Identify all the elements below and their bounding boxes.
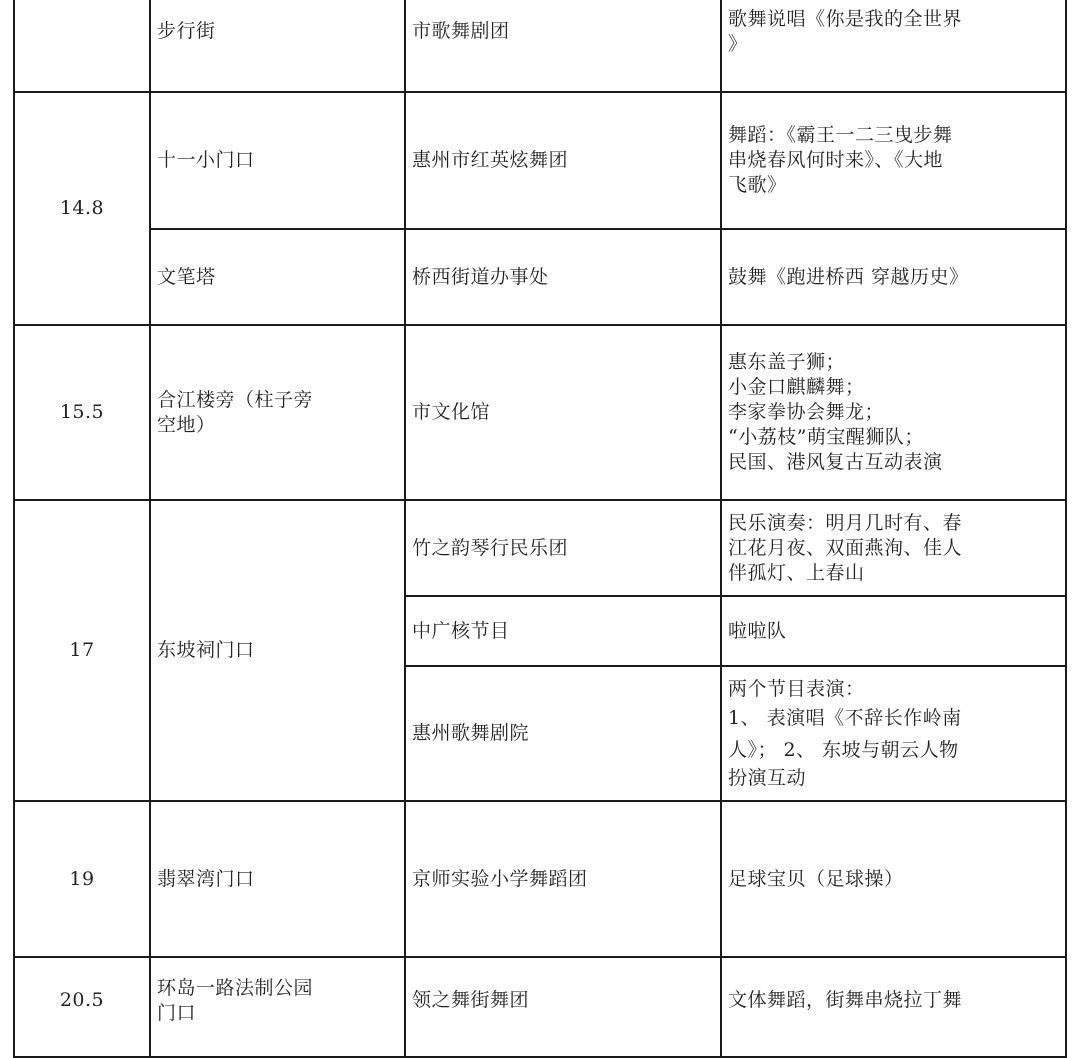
program-line: “小荔枝”萌宝醒狮队； — [728, 426, 924, 448]
troupe-cell: 竹之韵琴行民乐团 — [405, 500, 721, 596]
program-line: 》 — [728, 32, 748, 55]
program-line: 李家拳协会舞龙； — [728, 401, 885, 423]
km-cell: 19 — [14, 801, 150, 957]
program-line: 扮演互动 — [728, 766, 807, 789]
table-row — [14, 325, 1066, 500]
program-cell — [721, 957, 1066, 1057]
program-line: 人》； 2、 东坡与朝云人物 — [728, 738, 959, 761]
km-cell — [14, 0, 150, 92]
program-cell — [721, 325, 1066, 500]
table-row — [14, 957, 1066, 1057]
program-line: 舞蹈：《霸王一二三曳步舞 — [728, 124, 953, 146]
troupe-cell: 惠州市红英炫舞团 — [405, 92, 721, 229]
program-line: 鼓舞《跑进桥西 穿越历史》 — [728, 265, 969, 288]
program-line: 惠东盖子狮； — [728, 351, 846, 373]
place-line: 合江楼旁（柱子旁 — [157, 388, 314, 411]
program-line: 飞歌》 — [728, 174, 787, 196]
table-row — [14, 92, 1066, 229]
troupe-cell: 京师实验小学舞蹈团 — [405, 801, 721, 957]
km-cell: 15.5 — [14, 325, 150, 500]
troupe-cell: 惠州歌舞剧院 — [405, 666, 721, 801]
km-cell: 17 — [14, 500, 150, 801]
program-line: 1、 表演唱《不辞长作岭南 — [728, 706, 962, 729]
program-line: 足球宝贝（足球操） — [728, 867, 904, 890]
troupe-cell: 中广核节目 — [405, 596, 721, 666]
place-cell: 步行街 — [150, 0, 405, 92]
table-row — [14, 0, 1066, 92]
program-line: 文体舞蹈，街舞串烧拉丁舞 — [728, 989, 963, 1011]
place-cell: 十一小门口 — [150, 92, 405, 229]
place-cell — [150, 325, 405, 500]
program-line: 歌舞说唱《你是我的全世界 — [728, 7, 963, 30]
place-line: 空地） — [157, 413, 216, 436]
place-line: 环岛一路法制公园 — [157, 977, 314, 999]
place-cell: 文笔塔 — [150, 229, 405, 325]
place-cell: 东坡祠门口 — [150, 500, 405, 801]
program-line: 小金口麒麟舞； — [728, 376, 865, 398]
program-line: 啦啦队 — [728, 619, 787, 642]
program-cell — [721, 92, 1066, 229]
troupe-cell: 领之舞街舞团 — [405, 957, 721, 1057]
program-cell — [721, 801, 1066, 957]
program-cell — [721, 0, 1066, 92]
km-cell: 14.8 — [14, 92, 150, 325]
troupe-cell: 市歌舞剧团 — [405, 0, 721, 92]
program-cell — [721, 666, 1066, 801]
program-line: 江花月夜、双面燕洵、佳人 — [728, 536, 963, 559]
program-cell — [721, 229, 1066, 325]
program-line: 民国、港风复古互动表演 — [728, 451, 943, 473]
program-cell — [721, 500, 1066, 596]
program-line: 伴孤灯、上春山 — [728, 561, 865, 584]
place-cell: 翡翠湾门口 — [150, 801, 405, 957]
table-row — [14, 229, 1066, 325]
program-line: 串烧春风何时来》、《大地 — [728, 149, 944, 171]
troupe-cell: 市文化馆 — [405, 325, 721, 500]
program-line: 两个节目表演： — [728, 677, 865, 700]
place-cell — [150, 957, 405, 1057]
program-cell — [721, 596, 1066, 666]
program-line: 民乐演奏：明月几时有、春 — [728, 511, 963, 534]
km-cell: 20.5 — [14, 957, 150, 1057]
table-row — [14, 801, 1066, 957]
troupe-cell: 桥西街道办事处 — [405, 229, 721, 325]
table-row — [14, 500, 1066, 596]
place-line: 门口 — [157, 1002, 197, 1024]
performance-schedule-table — [13, 0, 1067, 1058]
